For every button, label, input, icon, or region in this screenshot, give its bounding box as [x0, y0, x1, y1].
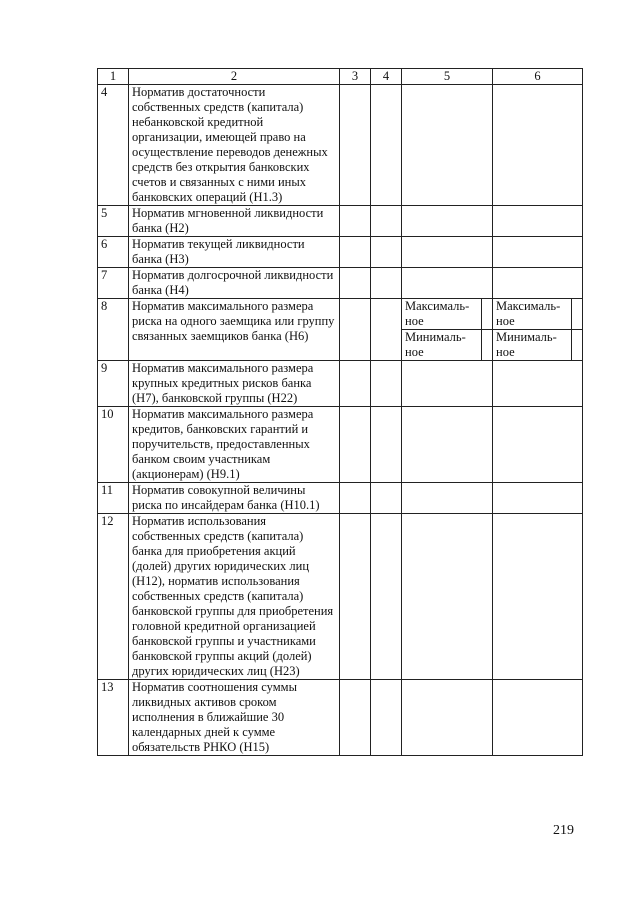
cell-col-6: [493, 514, 583, 680]
row-number: 4: [98, 85, 129, 206]
norm-name: Норматив соотношения суммы ликвидных активов сроком исполнения в ближайшие 30 календарных дней к сумме обязательств РНКО (Н15): [129, 680, 340, 756]
cell-col-4: [371, 85, 402, 206]
row-number: 13: [98, 680, 129, 756]
norm-name: Норматив достаточности собственных средств (капитала) небанковской кредитной организации, имеющей право на осуществление переводов денежных средств без открытия банковских счетов и связанных с ними иных банковских операций (Н1.3): [129, 85, 340, 206]
norm-name: Норматив совокупной величины риска по инсайдерам банка (Н10.1): [129, 483, 340, 514]
table-row: [98, 361, 583, 407]
norm-name: Норматив текущей ликвидности банка (Н3): [129, 237, 340, 268]
max-label: Максималь-ное: [493, 299, 572, 329]
min-label: Минималь-ное: [493, 330, 572, 360]
cell-col-3: [340, 299, 371, 361]
cell-col-3: [340, 680, 371, 756]
cell-col-4: [371, 407, 402, 483]
table-row: [98, 514, 583, 680]
header-cell-2: 2: [129, 69, 340, 85]
row-number: 5: [98, 206, 129, 237]
row-number: 10: [98, 407, 129, 483]
norm-name: Норматив мгновенной ликвидности банка (Н2): [129, 206, 340, 237]
norm-name: Норматив максимального размера крупных кредитных рисков банка (Н7), банковской группы (Н22): [129, 361, 340, 407]
cell-col-3: [340, 268, 371, 299]
cell-col-5: [402, 407, 493, 483]
cell-col-4: [371, 268, 402, 299]
page-number: 219: [553, 823, 574, 838]
cell-col-4: [371, 299, 402, 361]
header-cell-1: 1: [98, 69, 129, 85]
cell-col-3: [340, 206, 371, 237]
cell-col-5: [402, 361, 493, 407]
max-label: Максималь-ное: [402, 299, 482, 329]
value-box: [572, 299, 582, 329]
cell-col-4: [371, 483, 402, 514]
table-row: [98, 206, 583, 237]
cell-col-5: [402, 268, 493, 299]
norm-name: Норматив использования собственных средств (капитала) банка для приобретения акций (долей) других юридических лиц (Н12), норматив использования собственных средств (капитала) банковской группы для приобретения головной кредитной организацией банковской группы и участниками банковской группы акций (долей) других юридических лиц (Н23): [129, 514, 340, 680]
cell-col-6: [493, 237, 583, 268]
cell-col-6: [493, 206, 583, 237]
cell-col-6: [493, 299, 583, 361]
table-row: [98, 483, 583, 514]
header-cell-5: 5: [402, 69, 493, 85]
header-row: [98, 69, 583, 85]
cell-col-4: [371, 514, 402, 680]
table-body: [98, 69, 583, 756]
cell-col-6: [493, 407, 583, 483]
cell-col-5: [402, 206, 493, 237]
row-number: 6: [98, 237, 129, 268]
cell-col-3: [340, 237, 371, 268]
min-max-block: [402, 299, 492, 360]
norm-name: Норматив долгосрочной ликвидности банка (Н4): [129, 268, 340, 299]
cell-col-4: [371, 237, 402, 268]
cell-col-6: [493, 361, 583, 407]
cell-col-6: [493, 85, 583, 206]
header-cell-4: 4: [371, 69, 402, 85]
cell-col-3: [340, 483, 371, 514]
table-row: [98, 299, 583, 361]
table-row: [98, 407, 583, 483]
cell-col-4: [371, 361, 402, 407]
cell-col-5: [402, 85, 493, 206]
value-box: [572, 330, 582, 360]
min-max-block: [493, 299, 582, 360]
cell-col-5: [402, 237, 493, 268]
value-box: [482, 330, 492, 360]
cell-col-3: [340, 514, 371, 680]
cell-col-6: [493, 268, 583, 299]
cell-col-4: [371, 206, 402, 237]
row-number: 7: [98, 268, 129, 299]
header-cell-6: 6: [493, 69, 583, 85]
min-max-row: [402, 299, 492, 329]
row-number: 8: [98, 299, 129, 361]
norms-table: [97, 68, 583, 756]
cell-col-4: [371, 680, 402, 756]
table-row: [98, 268, 583, 299]
row-number: 11: [98, 483, 129, 514]
value-box: [482, 299, 492, 329]
min-max-row: [493, 299, 582, 329]
norm-name: Норматив максимального размера кредитов, банковских гарантий и поручительств, предоставленных банком своим участникам (акционерам) (Н9.1): [129, 407, 340, 483]
cell-col-3: [340, 361, 371, 407]
row-number: 12: [98, 514, 129, 680]
table-row: [98, 237, 583, 268]
header-cell-3: 3: [340, 69, 371, 85]
table-row: [98, 680, 583, 756]
table-row: [98, 85, 583, 206]
cell-col-6: [493, 483, 583, 514]
min-max-row: [493, 329, 582, 360]
row-number: 9: [98, 361, 129, 407]
cell-col-6: [493, 680, 583, 756]
min-label: Минималь-ное: [402, 330, 482, 360]
norm-name: Норматив максимального размера риска на одного заемщика или группу связанных заемщиков банка (Н6): [129, 299, 340, 361]
cell-col-5: [402, 299, 493, 361]
cell-col-3: [340, 85, 371, 206]
min-max-row: [402, 329, 492, 360]
cell-col-5: [402, 514, 493, 680]
cell-col-5: [402, 483, 493, 514]
cell-col-3: [340, 407, 371, 483]
cell-col-5: [402, 680, 493, 756]
